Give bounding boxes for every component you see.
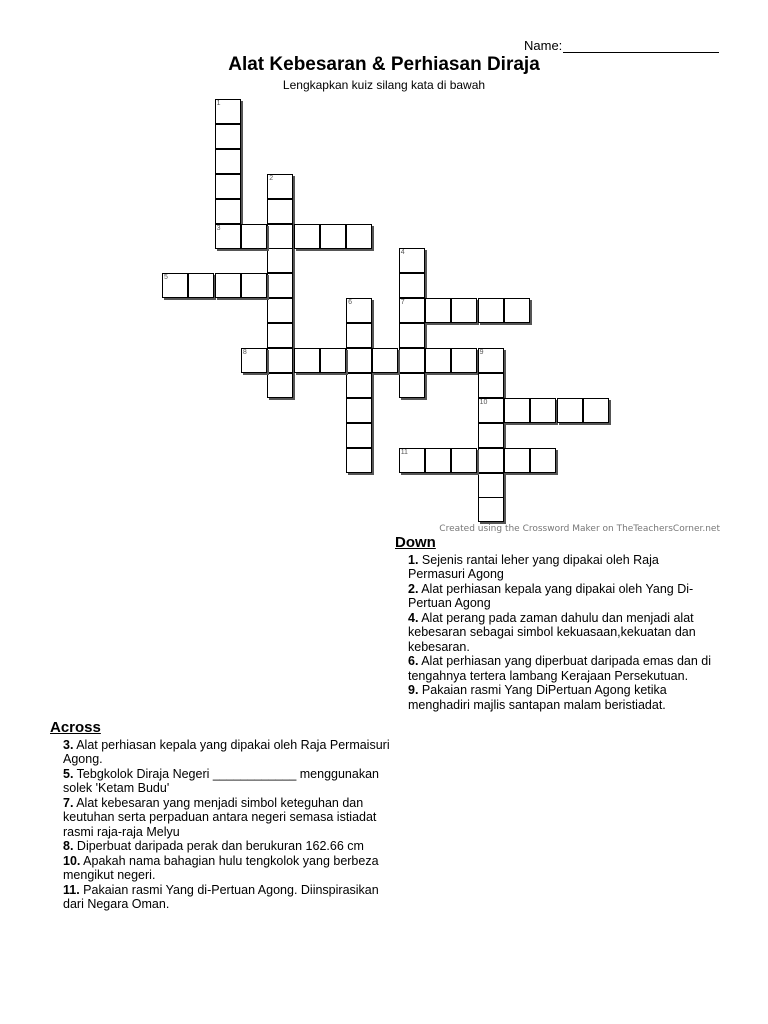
clue-text: Alat perhiasan kepala yang dipakai oleh Yang Di-Pertuan Agong	[408, 581, 694, 610]
crossword-cell[interactable]	[346, 398, 372, 423]
clue-number: 9.	[408, 683, 419, 697]
crossword-cell[interactable]	[504, 298, 530, 323]
clue-number: 4	[400, 249, 405, 257]
clue-text: Diperbuat daripada perak dan berukuran 162.66 cm	[73, 839, 364, 853]
crossword-cell[interactable]	[399, 273, 425, 298]
crossword-cell[interactable]	[478, 398, 504, 423]
crossword-cell[interactable]	[372, 348, 398, 373]
crossword-cell[interactable]	[346, 373, 372, 398]
crossword-cell[interactable]	[267, 248, 293, 273]
clue-number: 5.	[63, 766, 74, 781]
clue-number: 7.	[63, 795, 74, 810]
clue-number: 3.	[63, 737, 74, 752]
clue-number: 11	[400, 448, 408, 456]
crossword-cell[interactable]	[215, 99, 241, 124]
crossword-cell[interactable]	[399, 248, 425, 273]
crossword-cell[interactable]	[241, 348, 267, 373]
crossword-cell[interactable]	[346, 423, 372, 448]
crossword-cell[interactable]	[451, 348, 477, 373]
crossword-cell[interactable]	[215, 149, 241, 174]
crossword-cell[interactable]	[188, 273, 214, 298]
down-clue	[395, 582, 715, 611]
clue-number: 7	[400, 299, 405, 307]
name-label: Name:	[524, 38, 563, 53]
clue-text: Apakah nama bahagian hulu tengkolok yang berbeza mengikut negeri.	[63, 853, 379, 882]
crossword-cell[interactable]	[320, 348, 346, 373]
clue-text: Alat kebesaran yang menjadi simbol keteguhan dan keutuhan serta perpaduan antara negeri semasa istiadat rasmi raja-raja Melyu	[63, 795, 377, 839]
down-clue	[395, 553, 715, 582]
crossword-cell[interactable]	[267, 348, 293, 373]
crossword-cell[interactable]	[530, 398, 556, 423]
clue-text: Alat perhiasan yang diperbuat daripada emas dan di tengahnya tertera lambang Kerajaan Persekutuan.	[408, 654, 712, 683]
clue-number: 11.	[63, 882, 80, 897]
across-clue	[50, 839, 400, 854]
crossword-cell[interactable]	[425, 448, 451, 473]
crossword-cell[interactable]	[399, 373, 425, 398]
crossword-cell[interactable]	[504, 398, 530, 423]
crossword-cell[interactable]	[267, 224, 293, 249]
crossword-cell[interactable]	[451, 298, 477, 323]
crossword-cell[interactable]	[557, 398, 583, 423]
crossword-cell[interactable]	[478, 348, 504, 373]
crossword-cell[interactable]	[425, 348, 451, 373]
clue-number: 2	[269, 174, 274, 182]
crossword-cell[interactable]	[451, 448, 477, 473]
crossword-cell[interactable]	[267, 174, 293, 199]
down-clues	[395, 536, 715, 712]
clue-number: 10.	[63, 853, 81, 868]
clue-number: 10	[479, 398, 488, 406]
down-clue	[395, 654, 715, 683]
crossword-cell[interactable]	[346, 348, 372, 373]
clue-text: Sejenis rantai leher yang dipakai oleh Raja Permasuri Agong	[408, 552, 659, 581]
crossword-cell[interactable]	[241, 224, 267, 249]
crossword-cell[interactable]	[241, 273, 267, 298]
clue-number: 3	[216, 224, 221, 232]
clue-number: 9	[479, 349, 484, 356]
crossword-cell[interactable]	[346, 298, 372, 323]
across-clue	[50, 883, 400, 912]
across-heading: Across	[50, 719, 101, 736]
across-clue	[50, 738, 400, 767]
down-heading: Down	[395, 534, 436, 551]
crossword-cell[interactable]	[267, 273, 293, 298]
clue-number: 4.	[408, 610, 419, 625]
crossword-cell[interactable]	[215, 224, 241, 249]
crossword-cell[interactable]	[346, 448, 372, 473]
crossword-cell[interactable]	[267, 323, 293, 348]
page-title: Alat Kebesaran & Perhiasan Diraja	[228, 54, 540, 75]
across-clues	[50, 721, 400, 912]
crossword-cell[interactable]	[478, 473, 504, 498]
clue-number: 8.	[63, 839, 74, 853]
crossword-cell[interactable]	[346, 323, 372, 348]
clue-text: Tebgkolok Diraja Negeri ____________ menggunakan solek 'Ketam Budu'	[63, 766, 379, 795]
page-subtitle: Lengkapkan kuiz silang kata di bawah	[282, 78, 486, 92]
clue-number: 8	[242, 349, 247, 356]
across-clue	[50, 854, 400, 883]
crossword-cell[interactable]	[399, 298, 425, 323]
credit-text: Created using the Crossword Maker on TheTeachersCorner.net	[439, 524, 720, 534]
clue-text: Pakaian rasmi Yang di-Pertuan Agong. Diinspirasikan dari Negara Oman.	[63, 882, 379, 911]
crossword-cell[interactable]	[425, 298, 451, 323]
across-clue	[50, 796, 400, 840]
clue-number: 2.	[408, 581, 419, 596]
crossword-cell[interactable]	[478, 448, 504, 473]
crossword-cell[interactable]	[478, 497, 504, 522]
crossword-cell[interactable]	[478, 423, 504, 448]
crossword-cell[interactable]	[399, 348, 425, 373]
crossword-cell[interactable]	[215, 174, 241, 199]
crossword-cell[interactable]	[294, 348, 320, 373]
clue-text: Alat perang pada zaman dahulu dan menjadi alat kebesaran sebagai simbol kekuasaan,kekuatan dan kebesaran.	[408, 610, 696, 654]
crossword-cell[interactable]	[267, 298, 293, 323]
clue-text: Alat perhiasan kepala yang dipakai oleh Raja Permaisuri Agong.	[63, 737, 390, 766]
down-clue	[395, 611, 715, 655]
crossword-cell[interactable]	[267, 373, 293, 398]
clue-number: 5	[164, 274, 168, 282]
crossword-cell[interactable]	[215, 124, 241, 149]
crossword-cell[interactable]	[478, 298, 504, 323]
across-clue	[50, 767, 400, 796]
clue-number: 1	[216, 100, 221, 107]
clue-number: 1.	[408, 552, 419, 567]
crossword-cell[interactable]	[215, 273, 241, 298]
crossword-cell[interactable]	[162, 273, 188, 298]
clue-number: 6.	[408, 654, 419, 668]
crossword-cell[interactable]	[530, 448, 556, 473]
crossword-cell[interactable]	[215, 199, 241, 224]
crossword-cell[interactable]	[504, 448, 530, 473]
clue-number: 6	[348, 299, 352, 307]
clue-text: Pakaian rasmi Yang DiPertuan Agong ketika menghadiri majlis santapan malam beristiadat.	[408, 683, 667, 712]
crossword-cell[interactable]	[478, 373, 504, 398]
crossword-cell[interactable]	[320, 224, 346, 249]
crossword-cell[interactable]	[399, 448, 425, 473]
crossword-cell[interactable]	[583, 398, 609, 423]
crossword-cell[interactable]	[346, 224, 372, 249]
down-clue	[395, 683, 715, 712]
crossword-cell[interactable]	[267, 199, 293, 224]
crossword-cell[interactable]	[399, 323, 425, 348]
crossword-cell[interactable]	[294, 224, 320, 249]
